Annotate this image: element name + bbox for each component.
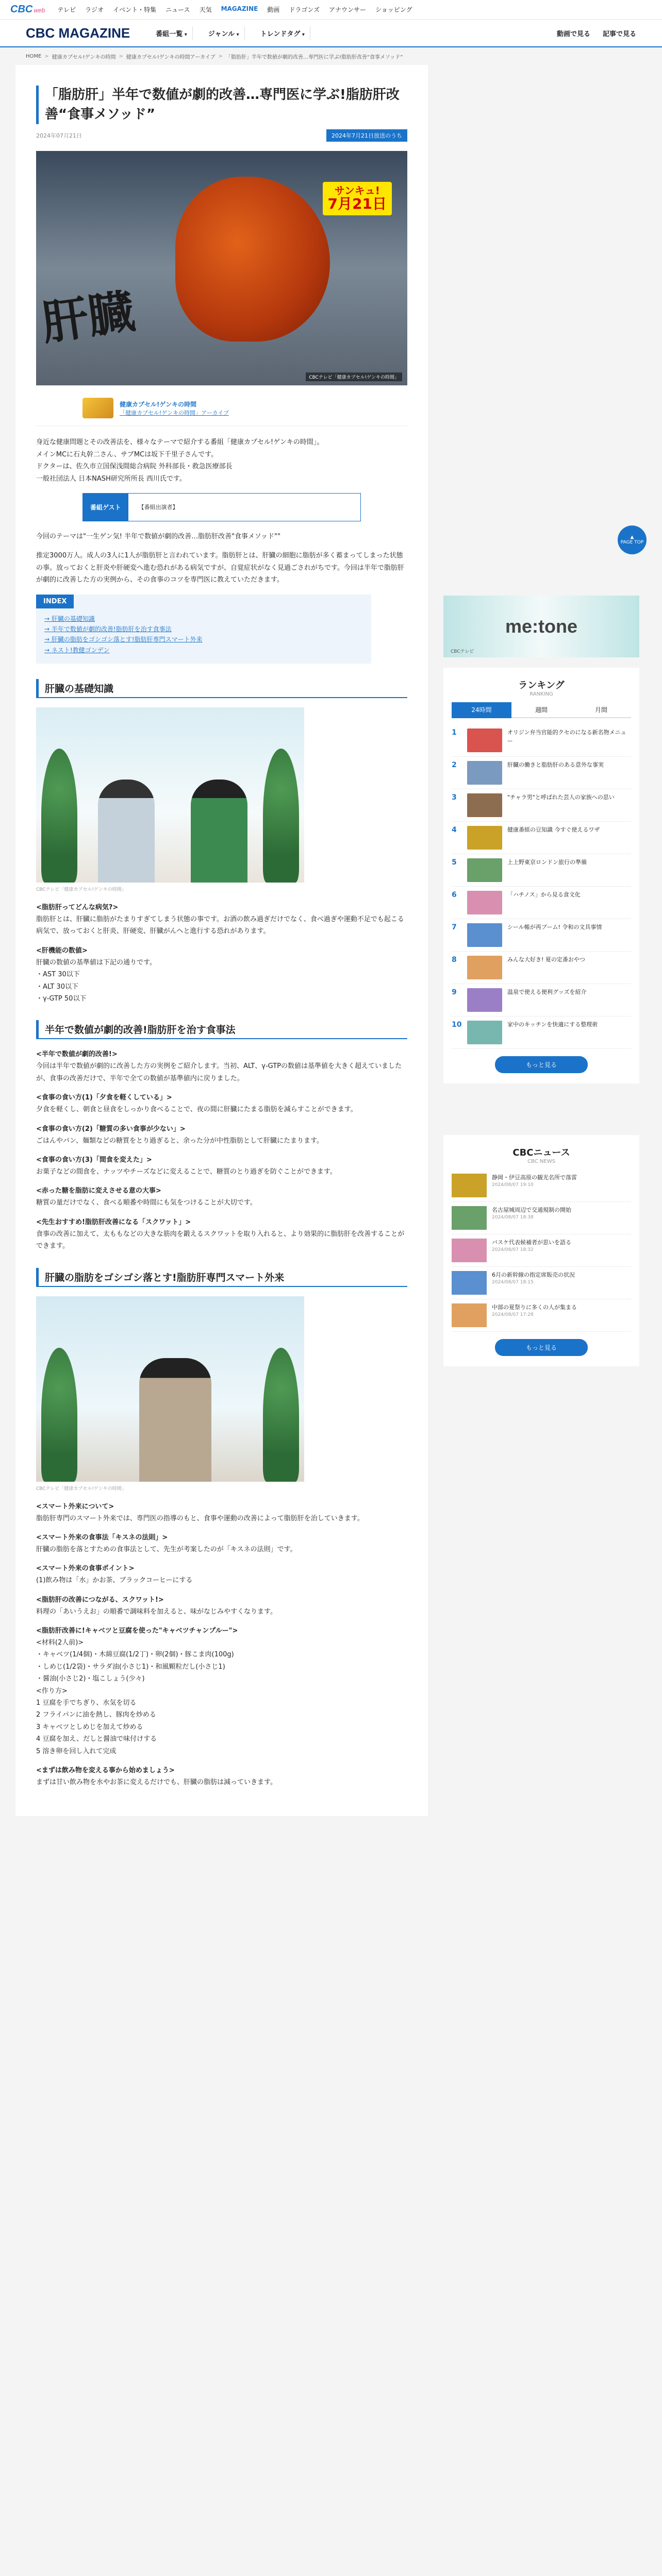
subheading: <赤った糖を脂肪に変えさせる意の大事>: [36, 1187, 161, 1195]
toc-item[interactable]: → ネスト!教健ゴンデン: [44, 645, 363, 655]
program-archive-link[interactable]: 「健康カプセル!ゲンキの時間」アーカイブ: [120, 409, 229, 416]
subheading: <肝機能の数値>: [36, 946, 88, 955]
nav-genre[interactable]: ジャンル ▾: [203, 26, 245, 40]
rank-thumbnail[interactable]: [467, 858, 502, 882]
paragraph: 糖質の量だけでなく、食べる順番や時間にも気をつけることが大切です。: [36, 1199, 257, 1207]
article-title: 「脂肪肝」半年で数値が劇的改善…専門医に学ぶ!脂肪肝改善“食事メソッド”: [36, 86, 407, 124]
content-wrap: [0, 65, 662, 1816]
news-title[interactable]: 中部の夏祭りに多くの人が集まる: [492, 1304, 577, 1311]
toc-item[interactable]: → 肝臓の基礎知識: [44, 614, 363, 624]
toc-header: INDEX: [36, 595, 74, 608]
doctor-figure: [139, 1358, 211, 1482]
paragraph: 食事の改善に加えて、太ももなどの大きな筋肉を鍛えるスクワットを取り入れると、より効果的に脂肪肝を改善することができます。: [36, 1230, 405, 1250]
news-item[interactable]: [452, 1234, 631, 1267]
rank-number: 6: [452, 891, 457, 899]
rank-thumbnail[interactable]: [467, 923, 502, 947]
ranking-item[interactable]: [452, 789, 631, 822]
news-title[interactable]: バスケ代表候補者が思いを語る: [492, 1239, 571, 1246]
nav-video[interactable]: 動画: [267, 6, 280, 13]
subheading: <まずは飲み物を変える事から始めましょう>: [36, 1767, 175, 1774]
overview-paragraph: 推定3000万人。成人の3人に1人が脂肪肝と言われています。脂肪肝とは、肝臓の細胞に脂肪が多く蓄まってしまった状態の事。放っておくと肝炎や肝硬変へ進む恐れがある病気ですが、自覚症状がなく見過ごされがちです。今回は半年で脂肪肝が劇的に改善した方の実例から、その食事のコツを専門医に教えていただきます。: [36, 552, 404, 584]
sidebar: [443, 65, 639, 1816]
paragraph: 今回は半年で数値が劇的に改善した方の実例をご紹介します。当初、ALT、γ-GTPの数値は基準値を大きく超えていましたが、食事の改善だけで、半年で全ての数値が基準値内に戻りました。: [36, 1062, 402, 1082]
news-thumbnail[interactable]: [452, 1174, 487, 1197]
news-item[interactable]: [452, 1170, 631, 1202]
recipe: <材料(2人前)> ・キャベツ(1/4個)・木綿豆腐(1/2丁)・卵(2個)・豚こま肉(100g) ・しめじ(1/2袋)・サラダ油(小さじ1)・和風顆粒だし(小さじ1) ・醤油(小さじ2)・塩こしょう(少々) <作り方> 1 豆腐を手でちぎり、水気を切る 2 フライパンに油を熱し、豚肉を炒める 3 キャベツとしめじを加えて炒める 4 豆腐を加え、だしと醤油で味付けする 5 溶き卵を回し入れて完成: [36, 1639, 234, 1755]
studio-photo-2: [36, 1296, 304, 1482]
cbc-web-logo[interactable]: CBC web: [10, 4, 45, 15]
ranking-panel: [443, 668, 639, 1083]
news-item[interactable]: [452, 1299, 631, 1332]
plant-decoration: [263, 1348, 299, 1482]
hero-credit: CBCテレビ「健康カプセル!ゲンキの時間」: [306, 372, 402, 381]
plant-decoration: [263, 749, 299, 883]
plant-decoration: [41, 749, 77, 883]
breadcrumb-current: 「脂肪肝」半年で数値が劇的改善…専門医に学ぶ!脂肪肝改善“食事メソッド”: [225, 54, 403, 60]
rank-title[interactable]: オリジン弁当官能的クセのになる新名物メニュー: [507, 729, 626, 744]
tab-weekly[interactable]: 週間: [511, 702, 571, 718]
magazine-header: [0, 20, 662, 47]
news-en: CBC NEWS: [527, 1159, 555, 1164]
rank-thumbnail[interactable]: [467, 728, 502, 752]
news-panel: [443, 1135, 639, 1366]
paragraph: (1)飲み物は「水」かお茶、ブラックコーヒーにする: [36, 1577, 193, 1585]
ad-sub: CBCテレビ: [451, 649, 474, 654]
rank-thumbnail[interactable]: [467, 988, 502, 1012]
news-title[interactable]: 6月の新幹線の指定席販売の状況: [492, 1272, 575, 1278]
rank-title[interactable]: 健康番組の豆知識 今すぐ使えるワザ: [507, 826, 600, 833]
subheading: <スマート外来の食事法「キスネの法則」>: [36, 1533, 168, 1541]
ranking-item[interactable]: [452, 724, 631, 757]
tab-24h[interactable]: 24時間: [452, 702, 511, 718]
subheading: <脂肪肝改善に!キャベツと豆腐を使った"キャベツチャンプルー">: [36, 1627, 238, 1635]
rank-title[interactable]: 上上野東京ロンドン旅行の準備: [507, 859, 587, 866]
toc-item[interactable]: → 半年で数値が劇的改善!脂肪肝を治す食事法: [44, 624, 363, 634]
news-date: 2024/08/07 18:38: [492, 1214, 534, 1220]
ranking-item[interactable]: [452, 822, 631, 854]
rank-title[interactable]: "チャラ男"と呼ばれた芸人の家族への思い: [507, 794, 615, 801]
ranking-item[interactable]: [452, 887, 631, 919]
magazine-nav: [151, 26, 310, 40]
nav-watch-video[interactable]: 動画で見る: [556, 30, 590, 38]
subheading: <脂肪肝の改善につながる、スクワット!>: [36, 1596, 164, 1604]
tab-monthly[interactable]: 月間: [571, 702, 631, 718]
photo-caption: CBCテレビ「健康カプセル!ゲンキの時間」: [36, 1486, 126, 1492]
rank-number: 3: [452, 793, 457, 802]
subheading: <食事の食い方(2)「糖質の多い食事が少ない」>: [36, 1125, 186, 1133]
subheading: <脂肪肝ってどんな病気?>: [36, 904, 119, 912]
ranking-item[interactable]: [452, 854, 631, 887]
rank-number: 1: [452, 728, 457, 737]
guest-text: 【番組出演者】: [138, 503, 178, 511]
rank-thumbnail[interactable]: [467, 1021, 502, 1044]
rank-thumbnail[interactable]: [467, 891, 502, 914]
nav-dragons[interactable]: ドラゴンズ: [289, 6, 320, 13]
nav-news[interactable]: ニュース: [166, 6, 190, 13]
hero-date-badge: サンキュ! 7月21日: [323, 182, 392, 215]
news-thumbnail[interactable]: [452, 1206, 487, 1230]
toc-item[interactable]: → 肝臓の脂肪をゴシゴシ落とす!脂肪肝専門スマート外来: [44, 634, 363, 645]
news-title[interactable]: 静岡・伊豆高原の観光名所で落雷: [492, 1174, 577, 1181]
paragraph: 脂肪肝専門のスマート外来では、専門医の指導のもと、食事や運動の改善によって脂肪肝を治していきます。: [36, 1514, 364, 1522]
section-heading-basics: 肝臓の基礎知識: [36, 679, 407, 698]
ranking-title: ランキング: [518, 680, 565, 691]
table-of-contents: [36, 595, 371, 664]
paragraph: 脂肪肝とは、肝臓に脂肪がたまりすぎてしまう状態の事です。お酒の飲み過ぎだけでなく、食べ過ぎや運動不足でも起こる病気で、放っておくと肝炎、肝硬変、肝臓がんへと進行する恐れがあります。: [36, 916, 404, 936]
news-thumbnail[interactable]: [452, 1239, 487, 1262]
page-top-button[interactable]: [618, 526, 647, 554]
host-figure: [98, 779, 155, 883]
ranking-more-button[interactable]: もっと見る: [495, 1056, 588, 1073]
plant-decoration: [41, 1348, 77, 1482]
nav-announcer[interactable]: アナウンサー: [329, 6, 367, 13]
paragraph: まずは甘い飲み物を水やお茶に変えるだけでも、肝臓の脂肪は減っていきます。: [36, 1778, 277, 1786]
breadcrumb-program[interactable]: 健康カプセル!ゲンキの時間: [52, 54, 116, 60]
nav-program-list[interactable]: 番組一覧 ▾: [151, 26, 193, 40]
section-heading-clinic: 肝臓の脂肪をゴシゴシ落とす!脂肪肝専門スマート外来: [36, 1268, 407, 1287]
breadcrumb: [0, 47, 662, 65]
paragraph: 料理の「あいうえお」の順番で調味料を加えると、味がなじみやすくなります。: [36, 1607, 277, 1616]
news-thumbnail[interactable]: [452, 1303, 487, 1327]
ranking-item[interactable]: [452, 984, 631, 1016]
magazine-right-nav: [557, 28, 636, 38]
ranking-item[interactable]: [452, 757, 631, 789]
nav-shopping[interactable]: ショッピング: [375, 6, 412, 13]
ranking-item[interactable]: [452, 919, 631, 952]
rank-number: 7: [452, 923, 457, 931]
rank-title[interactable]: シール帳が再ブーム! 令和の文具事情: [507, 924, 602, 930]
hero-kanji: 肝臓: [38, 284, 138, 351]
news-thumbnail[interactable]: [452, 1271, 487, 1295]
paragraph: お菓子などの間食を、ナッツやチーズなどに変えることで、糖質のとり過ぎを防ぐことができます。: [36, 1167, 337, 1176]
news-more-button[interactable]: もっと見る: [495, 1339, 588, 1356]
news-title[interactable]: 名古屋城周辺で交通規制の開始: [492, 1207, 571, 1213]
subheading: <食事の食い方(1)「夕食を軽くしている」>: [36, 1094, 172, 1102]
program-name[interactable]: 健康カプセル!ゲンキの時間: [120, 400, 197, 408]
studio-photo-1: [36, 707, 304, 883]
rank-title[interactable]: 肝臓の働きと脂肪肝のある意外な事実: [507, 761, 604, 768]
nav-trend-tags[interactable]: トレンドタグ ▾: [255, 26, 310, 40]
rank-number: 10: [452, 1021, 462, 1029]
subheading: <半年で数値が劇的改善!>: [36, 1050, 118, 1059]
intro-paragraph: 身近な健康問題とその改善法を、様々なテーマで紹介する番組「健康カプセル!ゲンキの時間」。 メインMCに石丸幹二さん、サブMCは坂下千里子さんです。 ドクターは、佐久市立国保浅間総合病院 外科部長・救急医療部長 一般社団法人 日本NASH研究所所長 西川氏です。: [36, 438, 324, 483]
liver-illustration: [175, 177, 330, 342]
banner-ad[interactable]: [443, 596, 639, 657]
ranking-tabs: [452, 702, 631, 718]
subheading: <食事の食い方(3)「間食を変えた」>: [36, 1156, 152, 1164]
news-date: 2024/08/07 18:32: [492, 1247, 534, 1252]
paragraph: 肝臓の数値の基準値は下記の通りです。 ・AST 30以下 ・ALT 30以下 ・γ-GTP 50以下: [36, 958, 156, 1003]
program-box[interactable]: [36, 391, 407, 426]
theme-paragraph: 今回のテーマは"一生ゲン気! 半年で数値が劇的改善…脂肪肝改善"食事メソッド"": [36, 532, 280, 540]
global-topbar: [0, 0, 662, 20]
rank-thumbnail[interactable]: [467, 793, 502, 817]
rank-number: 8: [452, 956, 457, 964]
magazine-logo[interactable]: CBC MAGAZINE: [26, 25, 130, 41]
program-thumbnail[interactable]: [82, 398, 113, 418]
nav-weather[interactable]: 天気: [199, 6, 212, 13]
photo-caption: CBCテレビ「健康カプセル!ゲンキの時間」: [36, 887, 126, 893]
news-item[interactable]: [452, 1202, 631, 1234]
paragraph: 夕食を軽くし、朝食と昼食をしっかり食べることで、夜の間に肝臓にたまる脂肪を減らすことができます。: [36, 1106, 357, 1114]
nav-magazine[interactable]: MAGAZINE: [221, 5, 258, 12]
rank-number: 5: [452, 858, 457, 867]
guest-box: [82, 493, 361, 521]
arrow-up-icon: ▲: [630, 535, 634, 540]
global-nav: [57, 5, 412, 14]
ranking-item[interactable]: [452, 1016, 631, 1049]
rank-title[interactable]: みんな大好き! 夏の定番おやつ: [507, 956, 585, 963]
rank-number: 9: [452, 988, 457, 996]
hero-image: [36, 151, 407, 385]
rank-number: 2: [452, 761, 457, 769]
article-main: [15, 65, 428, 1816]
section-heading-diet: 半年で数値が劇的改善!脂肪肝を治す食事法: [36, 1020, 407, 1039]
article-meta: [36, 129, 407, 142]
rank-title[interactable]: 家中のキッチンを快適にする整理術: [507, 1021, 598, 1028]
news-date: 2024/08/07 17:28: [492, 1312, 534, 1317]
nav-read-articles[interactable]: 記事で見る: [602, 30, 636, 38]
subheading: <スマート外来について>: [36, 1502, 114, 1511]
subheading: <スマート外来の食事ポイント>: [36, 1565, 135, 1573]
breadcrumb-archive[interactable]: 健康カプセル!ゲンキの時間アーカイブ: [126, 54, 216, 60]
nav-events[interactable]: イベント・特集: [113, 6, 157, 13]
ad-logo: me:tone: [505, 616, 577, 637]
breadcrumb-sep: >: [44, 53, 49, 59]
breadcrumb-sep: >: [119, 53, 123, 59]
breadcrumb-sep: >: [218, 53, 223, 59]
news-date: 2024/08/07 19:10: [492, 1182, 534, 1188]
rank-number: 4: [452, 826, 457, 834]
guest-figure: [191, 779, 247, 883]
breadcrumb-home[interactable]: HOME: [26, 53, 42, 59]
news-title: CBCニュース: [512, 1147, 570, 1158]
rank-title[interactable]: 「ハチノス」から見る食文化: [507, 891, 581, 898]
guest-tag: 番組ゲスト: [83, 494, 128, 521]
rank-thumbnail[interactable]: [467, 761, 502, 785]
paragraph: 肝臓の脂肪を落とすための食事法として、先生が考案したのが「キスネの法則」です。: [36, 1545, 297, 1553]
news-date: 2024/08/07 18:15: [492, 1279, 534, 1285]
subheading: <先生おすすめ!脂肪肝改善になる「スクワット」>: [36, 1218, 191, 1226]
ranking-item[interactable]: [452, 952, 631, 984]
paragraph: ごはんやパン、麺類などの糖質をとり過ぎると、余った分が中性脂肪として肝臓にたまります。: [36, 1137, 323, 1145]
broadcast-badge: 2024年7月21日放送のうち: [326, 129, 407, 142]
rank-thumbnail[interactable]: [467, 826, 502, 850]
page-top-label: PAGE TOP: [620, 540, 644, 545]
article-date: 2024年07月21日: [36, 132, 82, 140]
rank-title[interactable]: 温泉で使える便利グッズを紹介: [507, 989, 587, 995]
article-body: [36, 436, 407, 1788]
rank-thumbnail[interactable]: [467, 956, 502, 979]
news-item[interactable]: [452, 1267, 631, 1299]
nav-tv[interactable]: テレビ: [57, 6, 76, 13]
nav-radio[interactable]: ラジオ: [85, 6, 104, 13]
ranking-en: RANKING: [529, 691, 553, 697]
